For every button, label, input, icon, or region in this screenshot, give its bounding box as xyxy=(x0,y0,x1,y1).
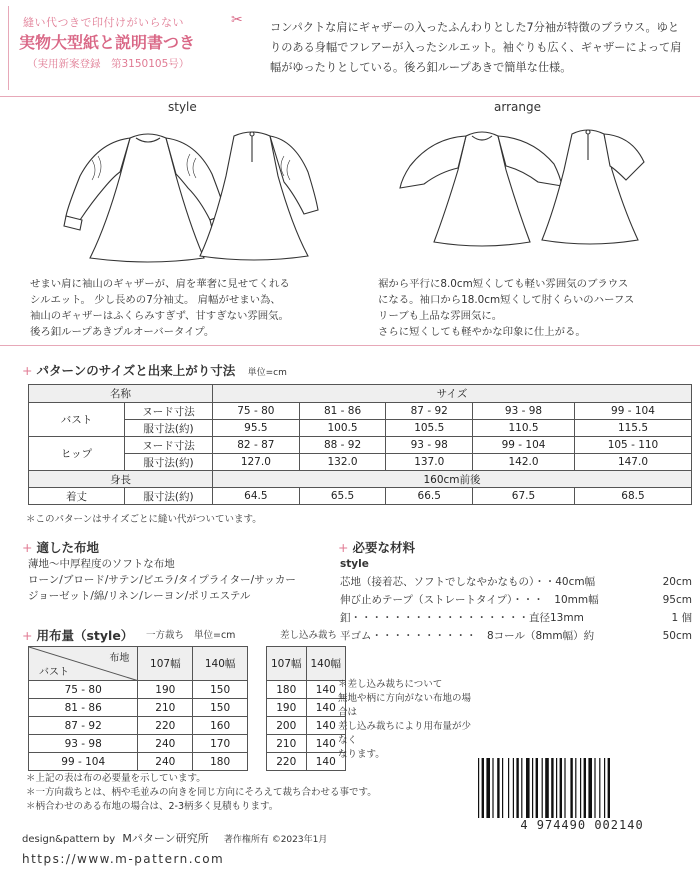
inset-table xyxy=(266,646,346,771)
size-cell: 137.0 xyxy=(386,454,473,471)
stamp-line-2: 実物大型紙と説明書つき xyxy=(19,33,196,52)
fabric-line: ジョーゼット/綿/リネン/レーヨン/ポリエステル xyxy=(28,590,251,602)
nude-label: ヌード寸法 xyxy=(125,403,213,420)
size-cell: 75 - 80 xyxy=(29,681,138,699)
barcode-bar xyxy=(502,758,503,818)
size-cell: 105.5 xyxy=(386,420,473,437)
website-url[interactable]: https://www.m-pattern.com xyxy=(22,852,225,866)
size-header-size: サイズ xyxy=(213,385,692,403)
arrange-caption-line: 裾から平行に8.0cm短くしても軽い雰囲気のブラウス xyxy=(378,278,629,290)
materials-title: 必要な材料 xyxy=(352,540,415,555)
material-qty: 50cm xyxy=(662,630,692,642)
yardage-heading xyxy=(22,626,133,644)
barcode-bar xyxy=(532,758,533,818)
fabric-list xyxy=(28,556,348,604)
material-qty: 1 個 xyxy=(671,612,692,624)
value-cell: 190 xyxy=(138,681,193,699)
barcode-bar xyxy=(508,758,509,818)
size-cell: 105 - 110 xyxy=(574,437,691,454)
plus-icon: + xyxy=(22,540,33,555)
barcode-bar xyxy=(560,758,562,818)
barcode-bar xyxy=(551,758,553,818)
credit-line xyxy=(22,830,327,846)
height-value: 160cm前後 xyxy=(213,471,692,488)
material-qty: 95cm xyxy=(662,594,692,606)
yardage-notes xyxy=(26,772,466,814)
value-cell: 140 xyxy=(306,753,346,771)
value-cell: 240 xyxy=(138,753,193,771)
barcode-bar xyxy=(584,758,586,818)
plus-icon: + xyxy=(22,628,33,643)
col-140: 140幅 xyxy=(306,647,346,681)
inset-note-line: 差し込み裁ちにより用布量が少なく xyxy=(338,721,472,746)
barcode-number: 4 974490 002140 xyxy=(520,818,644,832)
materials-list xyxy=(340,574,692,646)
style-label: style xyxy=(168,100,197,114)
barcode-bar xyxy=(521,758,522,818)
style-caption-line: シルエット。 少し長めの7分袖丈。 肩幅がせまい為、 xyxy=(30,294,281,306)
size-cell: 99 - 104 xyxy=(473,437,575,454)
garment-label: 服寸法(約) xyxy=(125,454,213,471)
inset-note-line: 無地や柄に方向がない布地の場合は xyxy=(338,693,472,718)
size-note: ＊このパターンはサイズごとに縫い代がついています。 xyxy=(26,514,262,525)
one-way-table xyxy=(28,646,248,771)
copyright: 著作権所有 ©2023年1月 xyxy=(223,835,328,845)
intro-text: コンパクトな肩にギャザーの入ったふんわりとした7分袖が特徴のブラウス。ゆとりのある身幅でフレアーが入ったシルエット。袖ぐりも広く、ギャザーによって肩幅がゆったりとしている。後ろ釦ループあきで簡単な仕様。 xyxy=(270,21,682,74)
size-cell: 142.0 xyxy=(473,454,575,471)
barcode-bar xyxy=(482,758,484,818)
barcode-bar xyxy=(526,758,530,818)
material-name: 伸び止めテープ（ストレートタイプ）・・・ 10mm幅 xyxy=(340,594,599,606)
value-cell: 180 xyxy=(193,753,248,771)
yardage-note-line: ＊柄合わせのある布地の場合は、2-3柄多く見積もります。 xyxy=(26,801,279,812)
barcode-bar xyxy=(604,758,605,818)
one-way-label: 一方裁ち xyxy=(146,630,185,641)
material-name: 芯地（接着芯、ソフトでしなやかなもの）・・40cm幅 xyxy=(340,576,596,588)
barcode-bar xyxy=(556,758,557,818)
size-cell: 132.0 xyxy=(299,454,386,471)
size-cell: 67.5 xyxy=(473,488,575,505)
arrange-caption-line: になる。袖口から18.0cm短くして肘くらいのハーフス xyxy=(378,294,635,306)
size-cell: 99 - 104 xyxy=(574,403,691,420)
material-qty: 20cm xyxy=(662,576,692,588)
inset-note-line: ＊差し込み裁ちについて xyxy=(338,679,443,690)
size-cell: 115.5 xyxy=(574,420,691,437)
pattern-stamp xyxy=(8,6,246,90)
garment-label: 服寸法(約) xyxy=(125,488,213,505)
style-caption-line: 後ろ釦ループあきプルオーバータイプ。 xyxy=(30,326,215,338)
material-name: 平ゴム・・・・・・・・・・ 8コール（8mm幅）約 xyxy=(340,630,595,642)
corner-cell xyxy=(29,647,138,681)
size-cell: 127.0 xyxy=(213,454,300,471)
size-cell: 81 - 86 xyxy=(29,699,138,717)
size-cell: 65.5 xyxy=(299,488,386,505)
plus-icon: + xyxy=(338,540,349,555)
style-caption xyxy=(30,276,350,340)
yardage-unit: 単位=cm xyxy=(194,630,236,641)
barcode-bar xyxy=(564,758,565,818)
value-cell: 140 xyxy=(306,699,346,717)
value-cell: 150 xyxy=(193,681,248,699)
barcode-bar xyxy=(580,758,581,818)
credit-name: Mパターン研究所 xyxy=(122,832,209,845)
arrange-label: arrange xyxy=(494,100,541,114)
size-cell: 87 - 92 xyxy=(29,717,138,735)
value-cell: 240 xyxy=(138,735,193,753)
barcode-bar xyxy=(513,758,514,818)
value-cell: 200 xyxy=(267,717,307,735)
stamp-line-1: 縫い代つきで印付けがいらない xyxy=(23,16,184,29)
fabric-line: ローン/ブロード/サテン/ビエラ/タイプライター/サッカー xyxy=(28,574,296,586)
value-cell: 140 xyxy=(306,681,346,699)
barcode-bar xyxy=(575,758,576,818)
col-140: 140幅 xyxy=(193,647,248,681)
size-cell: 95.5 xyxy=(213,420,300,437)
barcode-bar xyxy=(542,758,543,818)
yardage-note-line: ＊上記の表は布の必要量を示しています。 xyxy=(26,773,206,784)
barcode-bar xyxy=(492,758,493,818)
plus-icon: + xyxy=(22,363,33,378)
col-107: 107幅 xyxy=(138,647,193,681)
value-cell: 170 xyxy=(193,735,248,753)
size-section-title: パターンのサイズと出来上がり寸法 xyxy=(36,363,236,378)
material-item xyxy=(340,610,692,628)
fabric-line: 薄地～中厚程度のソフトな布地 xyxy=(28,558,175,570)
value-cell: 180 xyxy=(267,681,307,699)
barcode-bar xyxy=(594,758,595,818)
barcode-bar xyxy=(570,758,572,818)
style-caption-line: 袖山のギャザーはふくらみすぎず、甘すぎない雰囲気。 xyxy=(30,310,289,322)
barcode-bar xyxy=(486,758,490,818)
size-cell: 87 - 92 xyxy=(386,403,473,420)
arrange-illustration xyxy=(396,118,646,250)
fabric-title: 適した布地 xyxy=(36,540,99,555)
arrange-caption xyxy=(378,276,698,340)
stamp-line-3: （実用新案登録 第3150105号） xyxy=(27,58,190,70)
inset-note xyxy=(338,678,478,762)
size-cell: 66.5 xyxy=(386,488,473,505)
value-cell: 150 xyxy=(193,699,248,717)
arrange-caption-line: リーブも上品な雰囲気に。 xyxy=(378,310,503,322)
size-cell: 88 - 92 xyxy=(299,437,386,454)
size-cell: 99 - 104 xyxy=(29,753,138,771)
size-cell: 68.5 xyxy=(574,488,691,505)
value-cell: 140 xyxy=(306,735,346,753)
corner-bust: バスト xyxy=(39,667,69,678)
size-header-name: 名称 xyxy=(29,385,213,403)
arrange-caption-line: さらに短くしても軽やかな印象に仕上がる。 xyxy=(378,326,586,338)
size-cell: 93 - 98 xyxy=(473,403,575,420)
material-name: 釦・・・・・・・・・・・・・・・・・直径13mm xyxy=(340,612,584,624)
barcode-bar xyxy=(588,758,592,818)
size-table xyxy=(28,384,692,505)
height-label: 身長 xyxy=(29,471,213,488)
size-cell: 93 - 98 xyxy=(386,437,473,454)
material-item xyxy=(340,574,692,592)
barcode-bar xyxy=(608,758,610,818)
size-section-heading xyxy=(22,361,287,379)
size-cell: 100.5 xyxy=(299,420,386,437)
nude-label: ヌード寸法 xyxy=(125,437,213,454)
value-cell: 210 xyxy=(267,735,307,753)
size-unit: 単位=cm xyxy=(247,368,287,378)
size-cell: 64.5 xyxy=(213,488,300,505)
hip-label: ヒップ xyxy=(29,437,125,471)
barcode-bar xyxy=(545,758,549,818)
materials-sub: style xyxy=(340,558,369,570)
barcode-bar xyxy=(497,758,499,818)
style-illustration xyxy=(58,116,320,266)
corner-fabric: 布地 xyxy=(109,653,130,664)
scissors-icon: ✂ xyxy=(231,12,243,28)
materials-heading xyxy=(338,538,415,556)
credit-prefix: design&pattern by xyxy=(22,834,116,845)
length-label: 着丈 xyxy=(29,488,125,505)
yardage-title: 用布量（style） xyxy=(36,628,134,643)
barcode-bar xyxy=(478,758,479,818)
size-cell: 81 - 86 xyxy=(299,403,386,420)
bust-label: バスト xyxy=(29,403,125,437)
size-cell: 147.0 xyxy=(574,454,691,471)
barcode-bar xyxy=(599,758,600,818)
material-item xyxy=(340,592,692,610)
material-item xyxy=(340,628,692,646)
fabric-heading xyxy=(22,538,99,556)
value-cell: 140 xyxy=(306,717,346,735)
size-cell: 93 - 98 xyxy=(29,735,138,753)
value-cell: 190 xyxy=(267,699,307,717)
col-107: 107幅 xyxy=(267,647,307,681)
size-cell: 75 - 80 xyxy=(213,403,300,420)
barcode-bar xyxy=(516,758,518,818)
value-cell: 210 xyxy=(138,699,193,717)
inset-note-line: なります。 xyxy=(338,749,385,760)
value-cell: 220 xyxy=(138,717,193,735)
barcode-bar xyxy=(536,758,538,818)
value-cell: 220 xyxy=(267,753,307,771)
garment-label: 服寸法(約) xyxy=(125,420,213,437)
size-cell: 82 - 87 xyxy=(213,437,300,454)
style-caption-line: せまい肩に袖山のギャザーが、肩を華奢に見せてくれる xyxy=(30,278,290,290)
inset-label: 差し込み裁ち xyxy=(280,630,338,641)
yardage-note-line: ＊一方向裁ちとは、柄や毛並みの向きを同じ方向にそろえて裁ち合わせる事です。 xyxy=(26,787,377,798)
value-cell: 160 xyxy=(193,717,248,735)
size-cell: 110.5 xyxy=(473,420,575,437)
barcode-image xyxy=(476,758,688,818)
